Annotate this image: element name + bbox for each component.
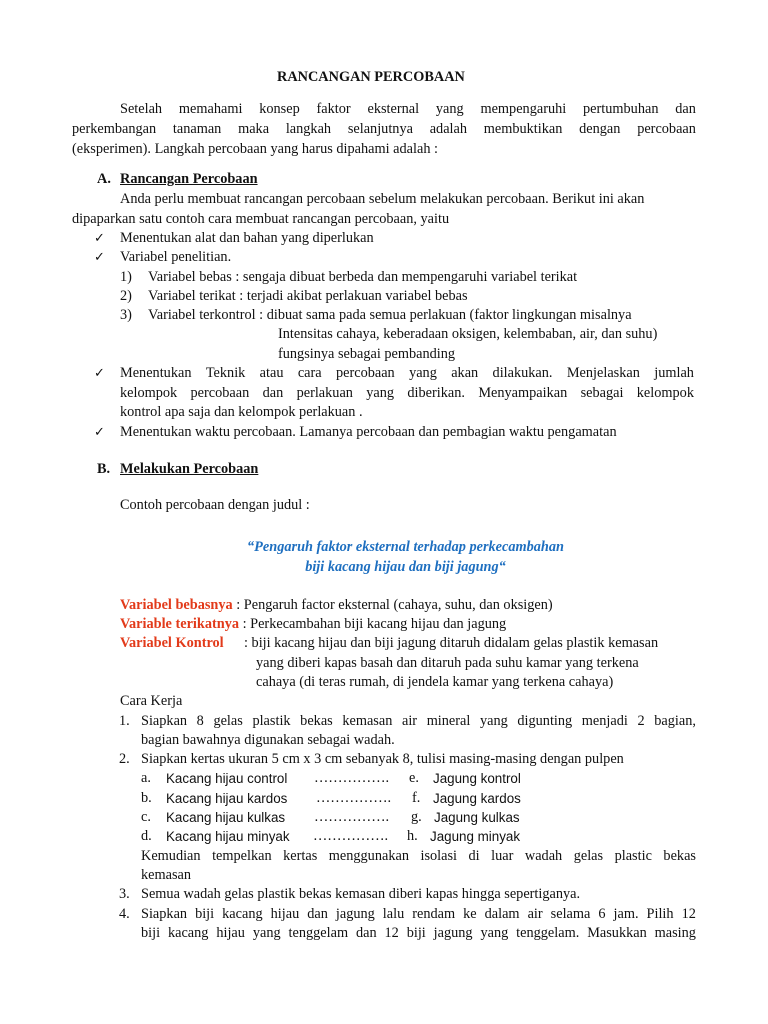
label-right-letter: g.: [411, 809, 422, 825]
word: ke: [463, 906, 477, 922]
variable-2-number: 2): [120, 288, 132, 304]
word: yang: [366, 385, 395, 401]
word: 2: [637, 713, 645, 729]
label-dots: …………….: [316, 790, 392, 806]
variable-kontrol-line-2: yang diberi kapas basah dan ditaruh pada suhu kamar yang terkena: [256, 655, 639, 671]
word: diberikan.: [407, 385, 465, 401]
check-item-3-line-2: [120, 384, 694, 404]
variable-3-number: 3): [120, 307, 132, 323]
step-1-number: 1.: [119, 713, 130, 729]
label-right-text: Jagung kontrol: [433, 771, 521, 786]
checkmark-icon: ✓: [94, 231, 105, 246]
label-left-text: Kacang hijau minyak: [166, 829, 290, 844]
word: tenggelam.: [516, 925, 580, 941]
experiment-title-line-2: biji kacang hijau dan biji jagung“: [305, 559, 506, 575]
word: memahami: [178, 101, 243, 117]
word: 8: [196, 713, 204, 729]
step-1-line-2: bagian bawahnya digunakan sebagai wadah.: [141, 732, 395, 748]
word: atau: [259, 365, 284, 381]
word: Menyampaikan: [478, 385, 568, 401]
word: dilakukan.: [492, 365, 553, 381]
word: jam.: [613, 906, 639, 922]
label-left-letter: b.: [141, 790, 152, 806]
section-b-heading: Melakukan Percobaan: [120, 461, 259, 477]
step-3-text: Semua wadah gelas plastik bekas kemasan diberi kapas hingga sepertiganya.: [141, 886, 581, 902]
step-1-line-1: [141, 712, 696, 732]
word: selama: [550, 906, 591, 922]
word: Pilih: [646, 906, 674, 922]
section-a-paragraph-line-2: dipaparkan satu contoh cara membuat rancangan percobaan, yaitu: [72, 211, 450, 227]
word: Setelah: [120, 101, 163, 117]
word: yang: [480, 925, 509, 941]
step-2-text: Siapkan kertas ukuran 5 cm x 3 cm sebanyak 8, tulisi masing-masing dengan pulpen: [141, 751, 624, 767]
word: Masukkan: [587, 925, 647, 941]
step-2-number: 2.: [119, 751, 130, 767]
intro-line-3: (eksperimen). Langkah percobaan yang harus dipahami adalah :: [72, 141, 439, 157]
word: maka: [238, 121, 270, 137]
word: adalah: [429, 121, 468, 137]
word: yang: [409, 365, 437, 381]
word: percobaan: [637, 121, 696, 137]
word: plastic: [614, 848, 652, 864]
word: dan: [355, 925, 377, 941]
word: jagung: [433, 925, 473, 941]
word: plastik: [252, 713, 291, 729]
step-3-number: 3.: [119, 886, 130, 902]
variable-kontrol-line-1: : biji kacang hijau dan biji jagung ditaruh didalam gelas plastik kemasan: [244, 635, 659, 651]
word: jumlah: [654, 365, 694, 381]
label-right-letter: f.: [412, 790, 421, 806]
variable-1-text: Variabel bebas : sengaja dibuat berbeda dan mempengaruhi variabel terikat: [148, 269, 578, 285]
word: 6: [598, 906, 606, 922]
word: dan: [675, 101, 696, 117]
word: air: [401, 713, 418, 729]
word: faktor: [316, 101, 351, 117]
word: lalu: [382, 906, 405, 922]
check-item-1: Menentukan alat dan bahan yang diperlukan: [120, 230, 374, 246]
word: kelompok: [636, 385, 694, 401]
word: gelas: [213, 713, 243, 729]
section-b-marker: B.: [97, 461, 111, 477]
label-left-text: Kacang hijau kardos: [166, 791, 288, 806]
word: langkah: [285, 121, 332, 137]
label-dots: …………….: [313, 828, 389, 844]
step-2-after-line-1: [141, 847, 696, 867]
word: biji: [195, 906, 215, 922]
label-right-letter: e.: [409, 770, 419, 786]
word: biji: [141, 925, 161, 941]
word: jagung: [335, 906, 375, 922]
variable-3-text: Variabel terkontrol : dibuat sama pada semua perlakuan (faktor lingkungan misalnya: [148, 307, 632, 323]
word: tempelkan: [212, 848, 272, 864]
word: cara: [297, 365, 322, 381]
variable-3-continuation-2: fungsinya sebagai pembanding: [278, 346, 456, 362]
variable-kontrol-line-3: cahaya (di teras rumah, di jendela kamar yang terkena cahaya): [256, 674, 614, 690]
checkmark-icon: ✓: [94, 366, 105, 381]
variable-3-continuation-1: Intensitas cahaya, keberadaan oksigen, kelembaban, air, dan suhu): [278, 326, 658, 342]
label-left-letter: a.: [141, 770, 151, 786]
word: 12: [384, 925, 399, 941]
step-4-number: 4.: [119, 906, 130, 922]
variable-terikat-row: [120, 615, 506, 635]
word: dan: [307, 906, 328, 922]
word: bekas: [663, 848, 696, 864]
word: masing: [654, 925, 696, 941]
variable-bebas-text: : Pengaruh factor eksternal (cahaya, suhu, dan oksigen): [232, 597, 553, 613]
word: kelompok: [120, 385, 178, 401]
word: sebagai: [580, 385, 624, 401]
word: kemasan: [342, 713, 393, 729]
word: membuktikan: [483, 121, 563, 137]
word: Kemudian: [141, 848, 201, 864]
word: dengan: [579, 121, 621, 137]
variable-terikat-text: : Perkecambahan biji kacang hijau dan jagung: [239, 616, 507, 632]
word: kacang: [167, 925, 209, 941]
word: menjadi: [581, 713, 628, 729]
label-right-text: Jagung kardos: [433, 791, 521, 806]
word: akan: [451, 365, 479, 381]
word: perkembangan: [72, 121, 157, 137]
step-4-line-1: [141, 905, 696, 925]
word: air: [527, 906, 543, 922]
word: konsep: [259, 101, 300, 117]
word: bagian,: [654, 713, 696, 729]
label-dots: …………….: [314, 770, 390, 786]
label-left-text: Kacang hijau control: [166, 771, 288, 786]
check-item-3-line-3: kontrol apa saja dan kelompok perlakuan .: [120, 404, 363, 420]
word: dan: [262, 385, 284, 401]
section-a-marker: A.: [97, 171, 111, 187]
variable-kontrol-label: Variabel Kontrol: [120, 635, 224, 651]
variable-terikat-label: Variable terikatnya: [120, 616, 240, 632]
word: Menentukan: [120, 365, 192, 381]
word: kertas: [283, 848, 318, 864]
label-left-letter: c.: [141, 809, 151, 825]
variable-2-text: Variabel terikat : terjadi akibat perlakuan variabel bebas: [148, 288, 468, 304]
word: Teknik: [205, 365, 246, 381]
label-right-letter: h.: [407, 828, 418, 844]
word: dalam: [484, 906, 520, 922]
label-left-letter: d.: [141, 828, 152, 844]
word: percobaan: [335, 365, 395, 381]
word: Siapkan: [141, 713, 188, 729]
step-4-line-2: [141, 924, 696, 944]
label-right-text: Jagung minyak: [430, 829, 521, 844]
word: hijau: [270, 906, 300, 922]
word: mineral: [426, 713, 471, 729]
intro-line-1: [120, 100, 696, 120]
word: bekas: [300, 713, 333, 729]
word: perlakuan: [296, 385, 353, 401]
label-left-text: Kacang hijau kulkas: [166, 810, 286, 825]
word: percobaan: [190, 385, 250, 401]
word: digunting: [517, 713, 573, 729]
label-right-text: Jagung kulkas: [434, 810, 520, 825]
variable-1-number: 1): [120, 269, 132, 285]
word: gelas: [573, 848, 604, 864]
variable-bebas-row: [120, 596, 553, 616]
check-item-2: Variabel penelitian.: [120, 249, 232, 265]
word: yang: [252, 925, 281, 941]
word: rendam: [412, 906, 456, 922]
word: hijau: [216, 925, 245, 941]
word: yang: [435, 101, 464, 117]
step-2-after-line-2: kemasan: [141, 867, 192, 883]
word: luar: [491, 848, 514, 864]
word: tenggelam: [288, 925, 349, 941]
word: mempengaruhi: [480, 101, 567, 117]
check-item-3-line-1: [120, 364, 694, 384]
experiment-title-line-1: “Pengaruh faktor eksternal terhadap perkecambahan: [247, 539, 564, 555]
word: biji: [406, 925, 426, 941]
example-intro: Contoh percobaan dengan judul :: [120, 497, 310, 513]
word: wadah: [524, 848, 563, 864]
word: Menjelaskan: [566, 365, 640, 381]
section-a-paragraph-line-1: Anda perlu membuat rancangan percobaan sebelum melakukan percobaan. Berikut ini akan: [120, 191, 645, 207]
word: menggunakan: [328, 848, 409, 864]
word: Siapkan: [141, 906, 188, 922]
label-dots: …………….: [314, 809, 390, 825]
checkmark-icon: ✓: [94, 425, 105, 440]
variable-bebas-label: Variabel bebasnya: [120, 597, 233, 613]
section-a-heading: Rancangan Percobaan: [120, 171, 258, 187]
word: kacang: [222, 906, 263, 922]
intro-line-2: [72, 120, 696, 140]
word: tanaman: [172, 121, 222, 137]
word: isolasi: [420, 848, 458, 864]
word: pertumbuhan: [583, 101, 659, 117]
check-item-4: Menentukan waktu percobaan. Lamanya percobaan dan pembagian waktu pengamatan: [120, 424, 617, 440]
word: 12: [681, 906, 696, 922]
document-title: RANCANGAN PERCOBAAN: [277, 69, 465, 85]
word: di: [468, 848, 480, 864]
cara-kerja-heading: Cara Kerja: [120, 693, 183, 709]
word: eksternal: [367, 101, 420, 117]
checkmark-icon: ✓: [94, 250, 105, 265]
word: yang: [479, 713, 508, 729]
word: selanjutnya: [347, 121, 413, 137]
